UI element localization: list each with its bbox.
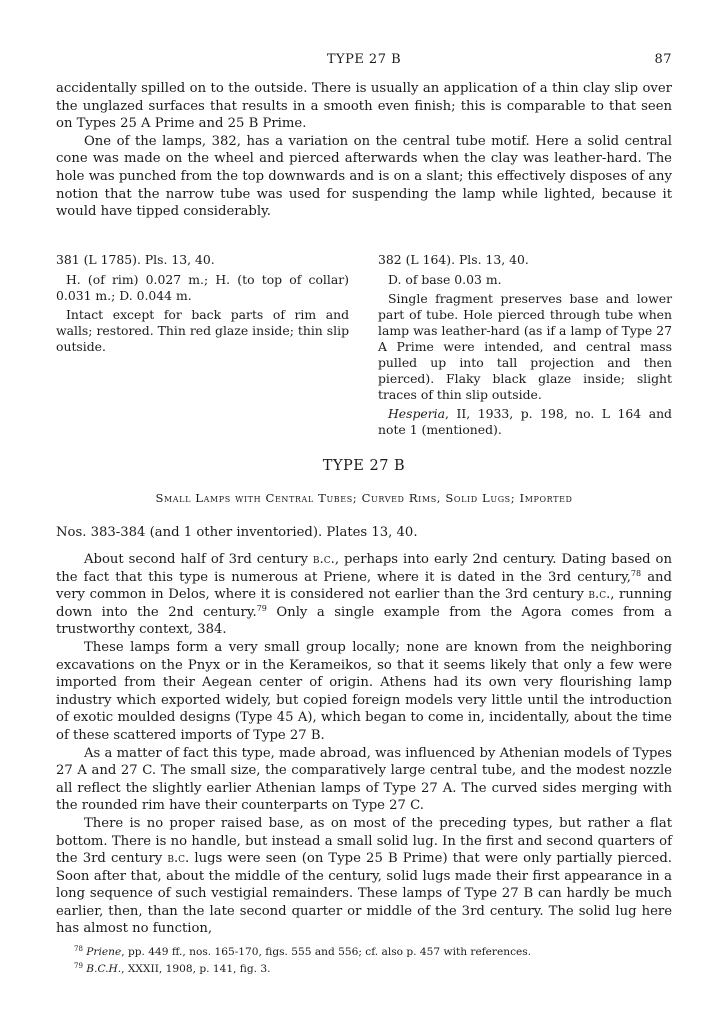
body-paragraph-3: As a matter of fact this type, made abroad, was influenced by Athenian models of Types 27 A and 27 C. The small size, the comparatively large central tube, and the modest nozzle all reflect the slightly earlier Athenian lamps of Type 27 A. The curved sides merging with the rounded rim have their counterparts on Type 27 C. xyxy=(56,745,672,814)
section-subtitle: Small Lamps with Central Tubes; Curved Rims, Solid Lugs; Imported xyxy=(155,491,573,505)
footnote-ref-79: 79 xyxy=(256,603,267,613)
footnote-ref-78: 78 xyxy=(630,568,642,578)
bc-abbrev: b.c. xyxy=(167,851,190,867)
bc-abbrev: b.c. xyxy=(588,587,611,603)
main-text xyxy=(56,551,672,938)
entry-description: Intact except for back parts of rim and walls; restored. Thin red glaze inside; thin slip outside. xyxy=(56,307,349,354)
footnote-title: B.C.H. xyxy=(86,963,122,975)
footnote-title: Priene xyxy=(86,946,122,958)
catalog-entry-381 xyxy=(56,252,349,358)
entry-description: Single fragment preserves base and lower part of tube. Hole pierced through tube when lamp was leather-hard (as if a lamp of Type 27 A Prime were intended, and central mass pulled up into tall projection and then pierced). Flaky black glaze inside; slight traces of thin slip outside. xyxy=(378,291,672,402)
footnotes xyxy=(74,942,674,976)
catalog-numbers: Nos. 383-384 (and 1 other inventoried). Plates 13, 40. xyxy=(56,525,418,540)
body-paragraph-1: About second half of 3rd century b.c., perhaps into early 2nd century. Dating based on the fact that this type is numerous at Priene, where it is dated in the 3rd century,$^{78}$ and very common in Delos, where it is considered not earlier than the 3rd century b.c., running down into the 2nd century.$^{79}$ Only a single example from the Agora comes from a trustworthy context, 384. xyxy=(56,552,672,638)
footnote-mark: 78 xyxy=(74,945,83,953)
reference-title: Hesperia xyxy=(388,406,446,421)
entry-dimensions: D. of base 0.03 m. xyxy=(388,272,502,287)
footnote-79 xyxy=(74,959,674,976)
reference-detail: , II, 1933, p. 198, no. L 164 and note 1 (mentioned). xyxy=(378,406,672,437)
page-number: 87 xyxy=(654,52,672,67)
entry-heading: 381 (L 1785). Pls. 13, 40. xyxy=(56,252,215,267)
intro-paragraph-1: accidentally spilled on to the outside. There is usually an application of a thin clay slip over the unglazed surfaces that results in a smooth even finish; this is comparable to that seen on Types 25 A Prime and 25 B Prime. xyxy=(56,81,672,132)
section-title: TYPE 27 B xyxy=(322,458,406,474)
running-title: TYPE 27 B xyxy=(326,52,402,67)
footnote-text: , pp. 449 ff., nos. 165-170, figs. 555 and 556; cf. also p. 457 with references. xyxy=(121,946,532,958)
body-paragraph-4: There is no proper raised base, as on most of the preceding types, but rather a flat bottom. There is no handle, but instead a small solid lug. In the first and second quarters of the 3rd century b.c. lugs were seen (on Type 25 B Prime) that were only partially pierced. Soon after that, about the middle of the century, solid lugs made their first appearance in a long sequence of such vestigial remainders. These lamps of Type 27 B can hardly be much earlier, then, than the late second quarter or middle of the 3rd century. The solid lug here has almost no function, xyxy=(56,815,672,937)
footnote-mark: 79 xyxy=(74,962,83,970)
intro-paragraph-2: One of the lamps, 382, has a variation on the central tube motif. Here a solid central cone was made on the wheel and pierced afterwards when the clay was leather-hard. The hole was punched from the top downwards and is on a slant; this effectively disposes of any notion that the narrow tube was used for suspending the lamp while lighted, because it would have tipped considerably. xyxy=(56,133,672,220)
body-paragraph-2: These lamps form a very small group locally; none are known from the neighboring excavations on the Pnyx or in the Kerameikos, so that it seems likely that only a few were imported from their Aegean center of origin. Athens had its own very flourishing lamp industry which exported widely, but copied foreign models very little until the introduction of exotic moulded designs (Type 45 A), which began to come in, incidentally, about the time of these scattered imports of Type 27 B. xyxy=(56,639,672,743)
bc-abbrev: b.c. xyxy=(312,552,335,567)
footnote-text: , XXXII, 1908, p. 141, fig. 3. xyxy=(121,963,271,975)
entry-heading: 382 (L 164). Pls. 13, 40. xyxy=(378,252,529,267)
intro-text xyxy=(56,80,672,221)
footnote-78 xyxy=(74,942,674,959)
entry-reference xyxy=(378,406,672,438)
entry-dimensions: H. (of rim) 0.027 m.; H. (to top of collar) 0.031 m.; D. 0.044 m. xyxy=(56,272,349,303)
catalog-entry-382 xyxy=(378,252,672,441)
